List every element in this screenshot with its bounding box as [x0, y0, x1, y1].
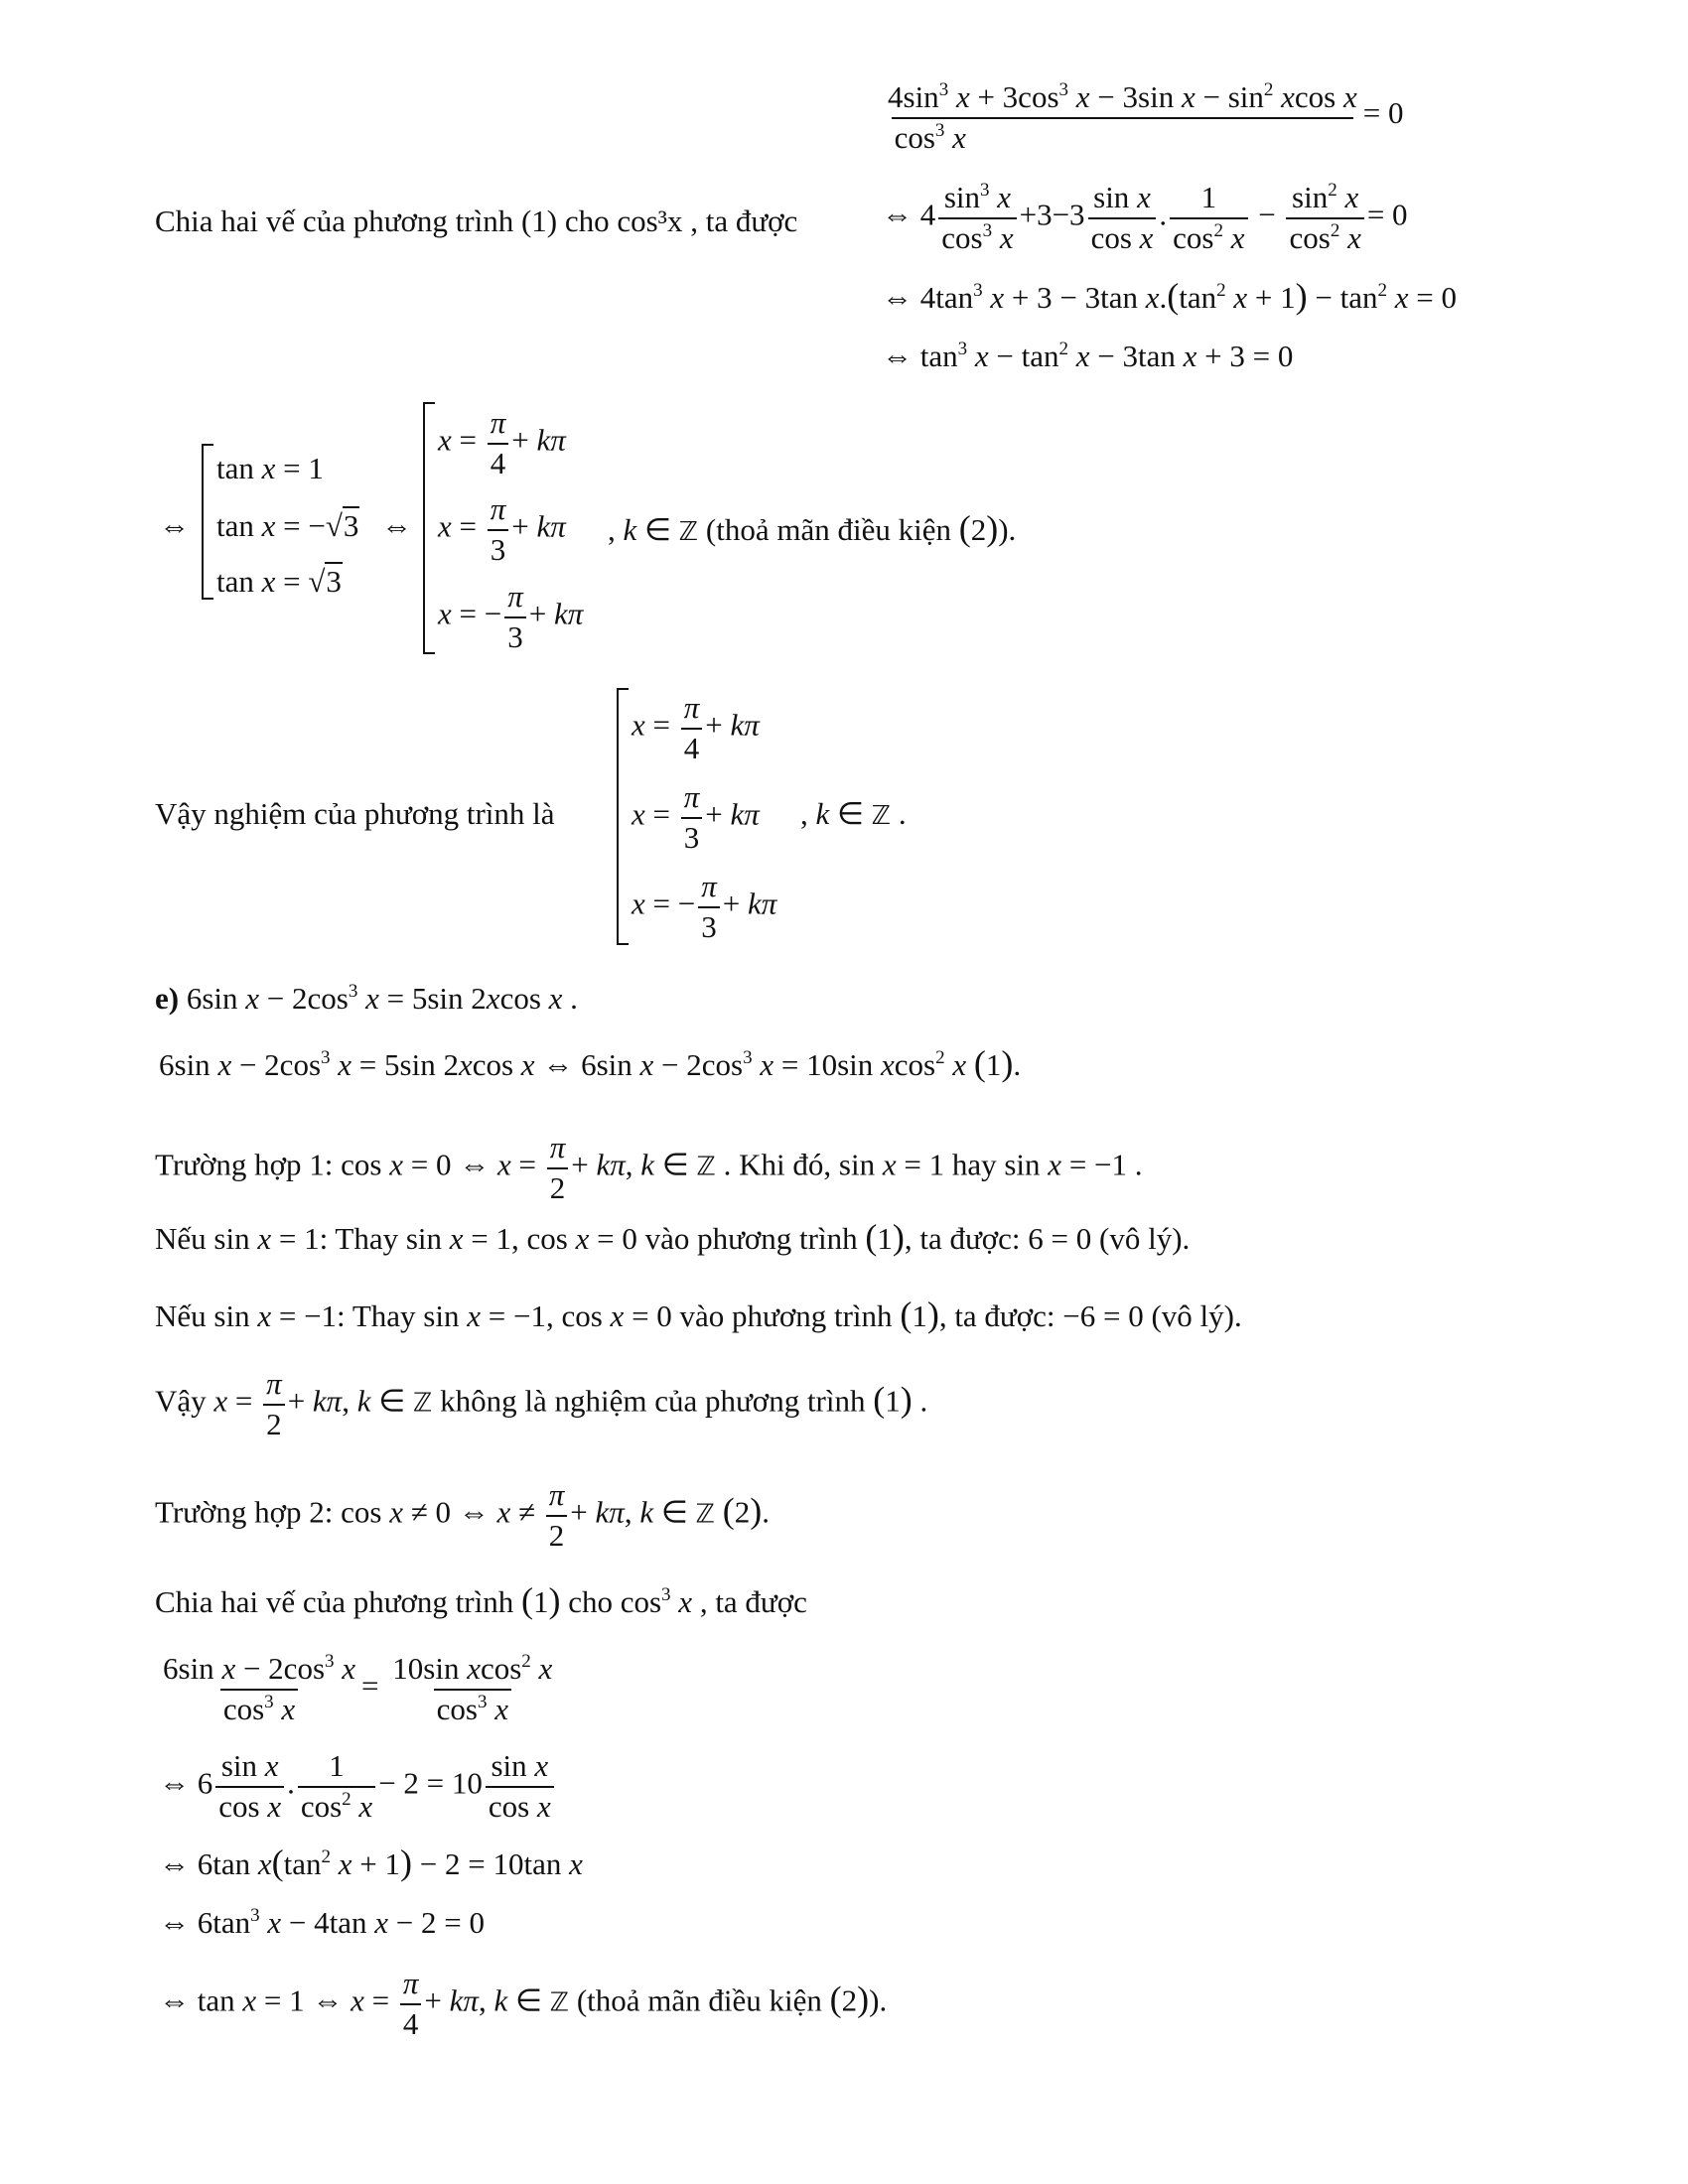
- step2-equation: ⇔ $4\tan^3$ x + 3 − 3tan $x.(\tan^2$ $x + 1) - \tan^2 x = 0$: [882, 276, 1457, 316]
- step1-equation: ⇔ 4 $\frac{\sin^3 x}{\cos^3 x}$ +3−3 $\frac{\text{sin x}}{\text{cos x}}$ . $\frac{1}{\cos^2 x}$ − $\frac{\sin^2 x}{\cos^2 x}$ = 0: [882, 180, 1408, 255]
- conclusion-tail: , k ∈ ℤ .: [800, 796, 907, 831]
- divide-line-e: Chia hai vế của phương trình (1) cho $\cos^3 x$ , ta được: [155, 1580, 807, 1620]
- case1c-line: Vậy x = $\frac{\pi}{2}$ + kπ, k ∈ ℤ không là nghiệm của phương trình (1) .: [155, 1366, 928, 1441]
- x-solution-1: x = $\frac{\pi}{4}$ + kπ: [438, 405, 566, 480]
- tan-case-3: tan x = √3: [216, 564, 342, 599]
- equivalence-arrow-2: ⇔: [381, 508, 412, 543]
- left-bracket-2: [423, 402, 435, 654]
- part-e-line1: 6sin $x - 2\cos^3$ x = 5sin 2xcos x ⇔ 6sin $x - 2\cos^3$ x = 10sin xcos$^2$ x (1).: [159, 1043, 1022, 1083]
- e-step4: ⇔ $6\tan^3$ x − 4tan x − 2 = 0: [159, 1905, 485, 1940]
- equivalence-arrow: ⇔: [159, 508, 190, 543]
- left-bracket-1: [202, 444, 213, 600]
- case1b-line: Nếu sin x = −1: Thay sin x = −1, cos x = 0 vào phương trình (1), ta được: −6 = 0 (vô lý).: [155, 1295, 1242, 1334]
- conclusion-label: Vậy nghiệm của phương trình là: [155, 796, 555, 831]
- case2-line: Trường hợp 2: cos x ≠ 0 ⇔ x ≠ $\frac{\pi}{2}$ + kπ, k ∈ ℤ (2).: [155, 1477, 770, 1553]
- conclusion-solution-1: x = $\frac{\pi}{4}$ + kπ: [632, 690, 760, 765]
- x-solution-3: x = − $\frac{\pi}{3}$ + kπ: [438, 579, 584, 654]
- e-step2: ⇔ 6 $\frac{\text{sin x}}{\text{cos x}}$ . $\frac{1}{\cos^2 x}$ − 2 = 10 $\frac{\text{sin x}}{\text{cos x}}$: [159, 1750, 557, 1823]
- conclusion-bracket: [617, 688, 629, 945]
- system1-tail: , k ∈ ℤ (thoả mãn điều kiện (2)).: [608, 508, 1017, 548]
- e-step1: $\frac{6\sin x - 2\cos^3 x}{\cos^3 x}$ = $\frac{10\sin xcos^2 x}{\cos^3 x}$: [163, 1651, 553, 1726]
- part-e-heading: e) 6sin $x - 2\cos^3$ x = 5sin 2xcos x .: [155, 981, 578, 1016]
- case1-line: Trường hợp 1: cos x = 0 ⇔ x = $\frac{\pi}{2}$ + kπ, k ∈ ℤ . Khi đó, sin x = 1 hay sin x = −1 .: [155, 1130, 1143, 1205]
- case1a-line: Nếu sin x = 1: Thay sin x = 1, cos x = 0 vào phương trình (1), ta được: 6 = 0 (vô lý).: [155, 1217, 1191, 1257]
- e-step3: ⇔ 6tan $x(\tan^2$ x + 1) − 2 = 10tan x: [159, 1843, 583, 1882]
- e-step5: ⇔ tan x = 1 ⇔ x = $\frac{\pi}{4}$ + kπ, k ∈ ℤ (thoả mãn điều kiện (2)).: [159, 1966, 888, 2041]
- top-fraction-equation: $\frac{4\sin^3 x + 3\cos^3 x - 3\sin x - \sin^2 xcos x}{\cos^3 x}$ = 0: [888, 79, 1404, 155]
- step3-equation: ⇔ $\tan^3 x - \tan^2 x - 3\tan$ x + 3 = 0: [882, 339, 1294, 373]
- x-solution-2: x = $\frac{\pi}{3}$ + kπ: [438, 491, 566, 567]
- divide-intro-text: Chia hai vế của phương trình (1) cho cos³x , ta được: [155, 204, 798, 238]
- tan-case-2: tan x = −√3: [216, 508, 359, 543]
- conclusion-solution-3: x = − $\frac{\pi}{3}$ + kπ: [632, 869, 777, 944]
- conclusion-solution-2: x = $\frac{\pi}{3}$ + kπ: [632, 779, 760, 855]
- tan-case-1: tan x = 1: [216, 451, 324, 485]
